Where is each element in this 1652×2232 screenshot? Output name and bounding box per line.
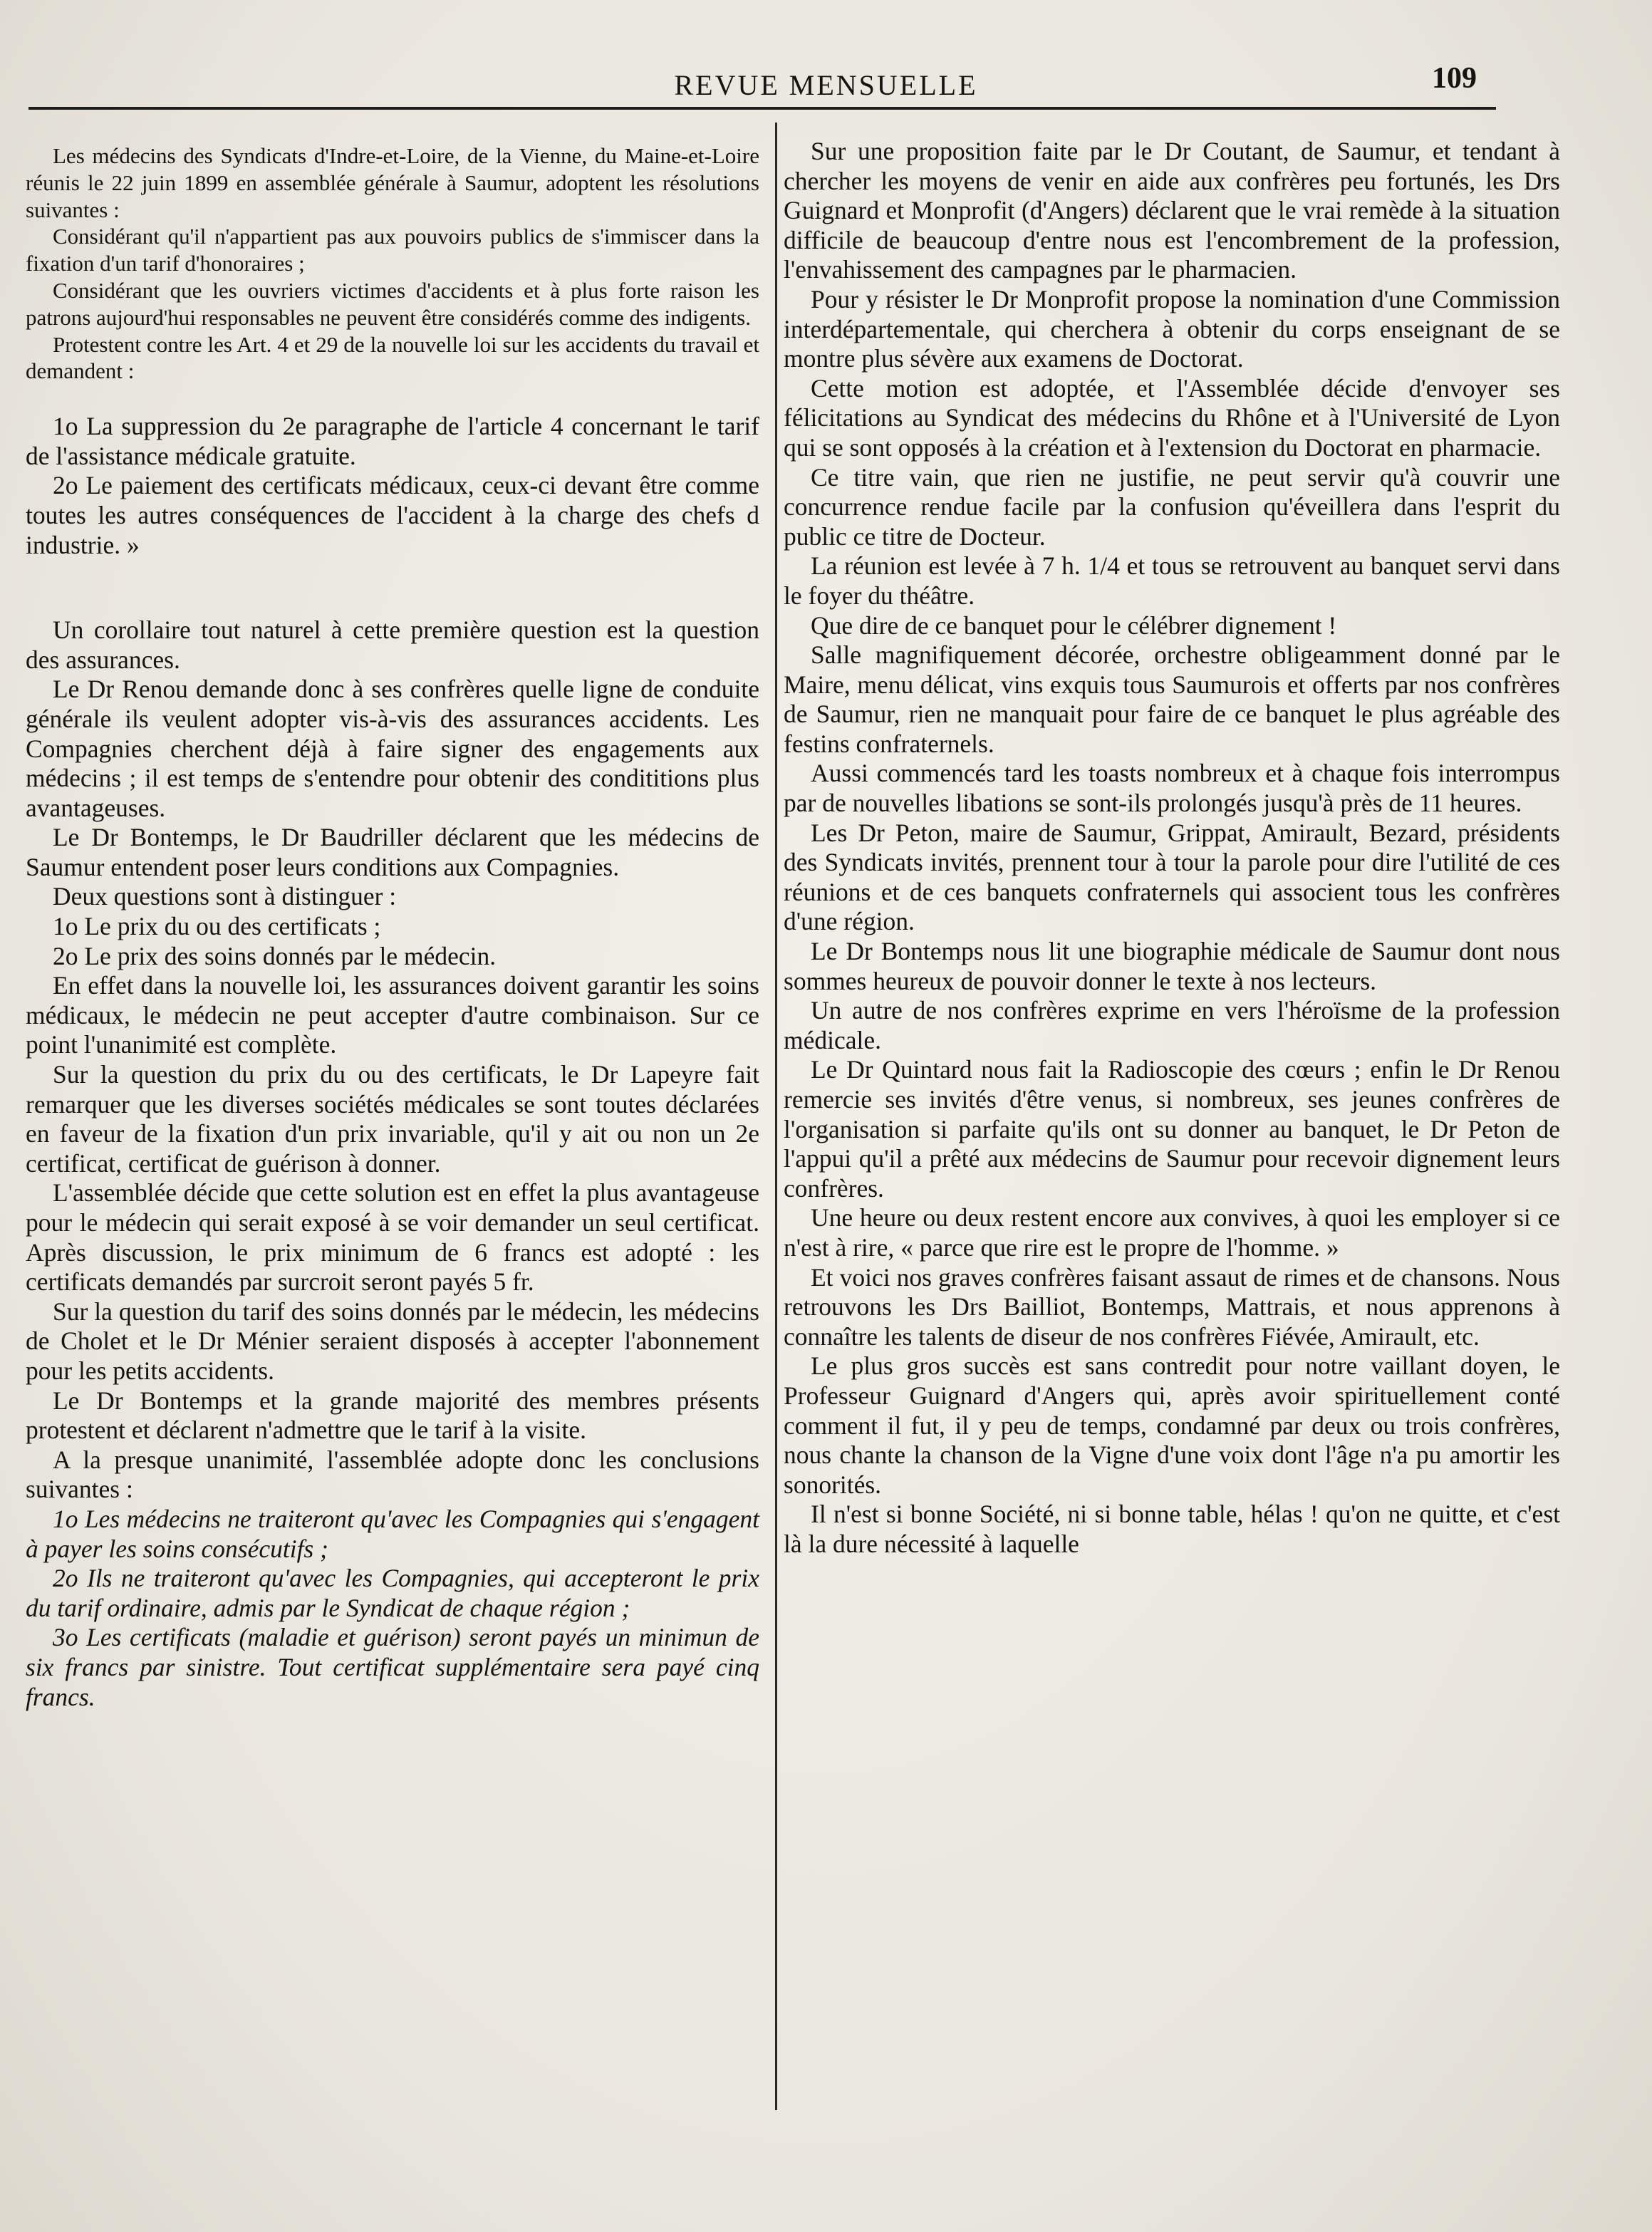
body-paragraph: Pour y résister le Dr Monprofit propose la nomination d'une Commission interdépartementale, qui cherchera à obtenir du corps enseignant de se montre plus sévère aux examens de Doctorat. <box>784 284 1560 373</box>
body-paragraph: Sur une proposition faite par le Dr Coutant, de Saumur, et tendant à chercher les moyens de venir en aide aux confrères peu fortunés, les Drs Guignard et Monprofit (d'Angers) déclarent que le vrai remède à la situation difficile de beaucoup d'entre nous est l'encombrement de la profession, l'envahissement des campagnes par le pharmacien. <box>784 137 1560 284</box>
body-paragraph: Le Dr Bontemps nous lit une biographie médicale de Saumur dont nous sommes heureux de pouvoir donner le texte à nos lecteurs. <box>784 937 1560 995</box>
demand-item: 1o La suppression du 2e paragraphe de l'article 4 concernant le tarif de l'assistance médicale gratuite. <box>26 412 759 470</box>
page-number: 109 <box>1432 62 1477 95</box>
body-paragraph: Deux questions sont à distinguer : <box>53 882 397 911</box>
body-paragraph: Le Dr Bontemps et la grande majorité des membres présents protestent et déclarent n'admettre que le tarif à la visite. <box>26 1386 759 1445</box>
body-paragraph: Sur la question du tarif des soins donnés par le médecin, les médecins de Cholet et le Dr Ménier seraient disposés à accepter l'abonnement pour les petits accidents. <box>26 1297 759 1385</box>
body-paragraph: 1o Le prix du ou des certificats ; <box>53 912 381 941</box>
intro-paragraph: Considérant qu'il n'appartient pas aux pouvoirs publics de s'immiscer dans la fixation d'un tarif d'honoraires ; <box>26 224 759 276</box>
body-paragraph: 2o Le prix des soins donnés par le médecin. <box>53 941 497 970</box>
conclusion-item: 1o Les médecins ne traiteront qu'avec les Compagnies qui s'engagent à payer les soins consécutifs ; <box>26 1504 759 1563</box>
body-paragraph: Les Dr Peton, maire de Saumur, Grippat, Amirault, Bezard, présidents des Syndicats invités, prennent tour à tour la parole pour dire l'utilité de ces réunions et de ces banquets confraternels qui associent tous les confrères d'une région. <box>784 818 1560 936</box>
body-paragraph: La réunion est levée à 7 h. 1/4 et tous se retrouvent au banquet servi dans le foyer du théâtre. <box>784 551 1560 610</box>
body-paragraph: Aussi commencés tard les toasts nombreux et à chaque fois interrompus par de nouvelles libations se sont-ils prolongés jusqu'à près de 11 heures. <box>784 759 1560 818</box>
intro-paragraph: Considérant que les ouvriers victimes d'accidents et à plus forte raison les patrons aujourd'hui responsables ne peuvent être considérés comme des indigents. <box>26 277 759 330</box>
spacer <box>26 560 759 616</box>
intro-paragraph: Protestent contre les Art. 4 et 29 de la nouvelle loi sur les accidents du travail et demandent : <box>26 331 759 384</box>
body-paragraph: Sur la question du prix du ou des certificats, le Dr Lapeyre fait remarquer que les diverses sociétés médicales se sont toutes déclarées en faveur de la fixation d'un prix invariable, qu'il y ait ou non un 2e certificat, certificat de guérison à donner. <box>26 1060 759 1178</box>
body-paragraph: En effet dans la nouvelle loi, les assurances doivent garantir les soins médicaux, le médecin ne peut accepter d'autre combinaison. Sur ce point l'unanimité est complète. <box>26 971 759 1059</box>
demand-item: 2o Le paiement des certificats médicaux, ceux-ci devant être comme toutes les autres conséquences de l'accident à la charge des chefs d industrie. » <box>26 471 759 559</box>
body-paragraph: Un autre de nos confrères exprime en vers l'héroïsme de la profession médicale. <box>784 996 1560 1054</box>
left-column <box>26 142 759 1712</box>
spacer <box>26 385 759 412</box>
conclusion-item: 3o Les certificats (maladie et guérison) seront payés un minimun de six francs par sinistre. Tout certificat supplémentaire sera payé cinq francs. <box>26 1623 759 1711</box>
body-paragraph: Une heure ou deux restent encore aux convives, à quoi les employer si ce n'est à rire, « parce que rire est le propre de l'homme. » <box>784 1203 1560 1262</box>
body-paragraph: Un corollaire tout naturel à cette première question est la question des assurances. <box>26 616 759 674</box>
right-column <box>784 137 1560 1559</box>
body-paragraph: Et voici nos graves confrères faisant assaut de rimes et de chansons. Nous retrouvons les Drs Bailliot, Bontemps, Mattrais, et nous apprenons à connaître les talents de diseur de nos confrères Fiévée, Amirault, etc. <box>784 1262 1560 1351</box>
column-divider <box>775 123 777 2110</box>
conclusion-item: 2o Ils ne traiteront qu'avec les Compagnies, qui accepteront le prix du tarif ordinaire, admis par le Syndicat de chaque région ; <box>26 1564 759 1622</box>
body-paragraph: A la presque unanimité, l'assemblée adopte donc les conclusions suivantes : <box>26 1445 759 1504</box>
body-paragraph: Le plus gros succès est sans contredit pour notre vaillant doyen, le Professeur Guignard d'Angers qui, après avoir spirituellement conté comment il fut, il y peu de temps, condamné par deux ou trois confrères, nous chante la chanson de la Vigne d'une voix dont l'âge n'a pu amortir les sonorités. <box>784 1351 1560 1499</box>
intro-paragraph: Les médecins des Syndicats d'Indre-et-Loire, de la Vienne, du Maine-et-Loire réunis le 22 juin 1899 en assemblée générale à Saumur, adoptent les résolutions suivantes : <box>26 143 759 222</box>
body-paragraph: Le Dr Bontemps, le Dr Baudriller déclarent que les médecins de Saumur entendent poser leurs conditions aux Compagnies. <box>26 823 759 881</box>
body-paragraph: L'assemblée décide que cette solution est en effet la plus avantageuse pour le médecin qui serait exposé à se voir demander un seul certificat. Après discussion, le prix minimum de 6 francs est adopté : les certificats demandés par surcroit seront payés 5 fr. <box>26 1178 759 1297</box>
body-paragraph: Cette motion est adoptée, et l'Assemblée décide d'envoyer ses félicitations au Syndicat des médecins du Rhône et à l'Université de Lyon qui se sont opposés à la création et à l'extension du Doctorat en pharmacie. <box>784 373 1560 462</box>
running-header: REVUE MENSUELLE <box>674 69 978 101</box>
body-paragraph: Ce titre vain, que rien ne justifie, ne peut servir qu'à couvrir une concurrence rendue facile par la confusion qu'éveillera dans l'esprit du public ce titre de Docteur. <box>784 462 1560 551</box>
body-paragraph: Salle magnifiquement décorée, orchestre obligeamment donné par le Maire, menu délicat, vins exquis tous Saumurois et offerts par nos confrères de Saumur, rien ne manquait pour faire de ce banquet le plus agréable des festins confraternels. <box>784 640 1560 758</box>
body-paragraph: Le Dr Renou demande donc à ses confrères quelle ligne de conduite générale ils veulent adopter vis-à-vis des assurances accidents. Les Compagnies cherchent déjà à faire signer des engagements aux médecins ; il est temps de s'entendre pour obtenir des condititions plus avantageuses. <box>26 675 759 822</box>
header-rule <box>28 107 1496 110</box>
body-paragraph: Que dire de ce banquet pour le célébrer dignement ! <box>811 611 1337 640</box>
body-paragraph: Le Dr Quintard nous fait la Radioscopie des cœurs ; enfin le Dr Renou remercie ses invités d'être venus, si nombreux, ses jeunes confrères de l'organisation si parfaite qu'ils ont su donner au banquet, le Dr Peton de l'appui qu'il a prêté aux médecins de Saumur pour recevoir dignement leurs confrères. <box>784 1055 1560 1203</box>
body-paragraph: Il n'est si bonne Société, ni si bonne table, hélas ! qu'on ne quitte, et c'est là la dure nécessité à laquelle <box>784 1500 1560 1558</box>
